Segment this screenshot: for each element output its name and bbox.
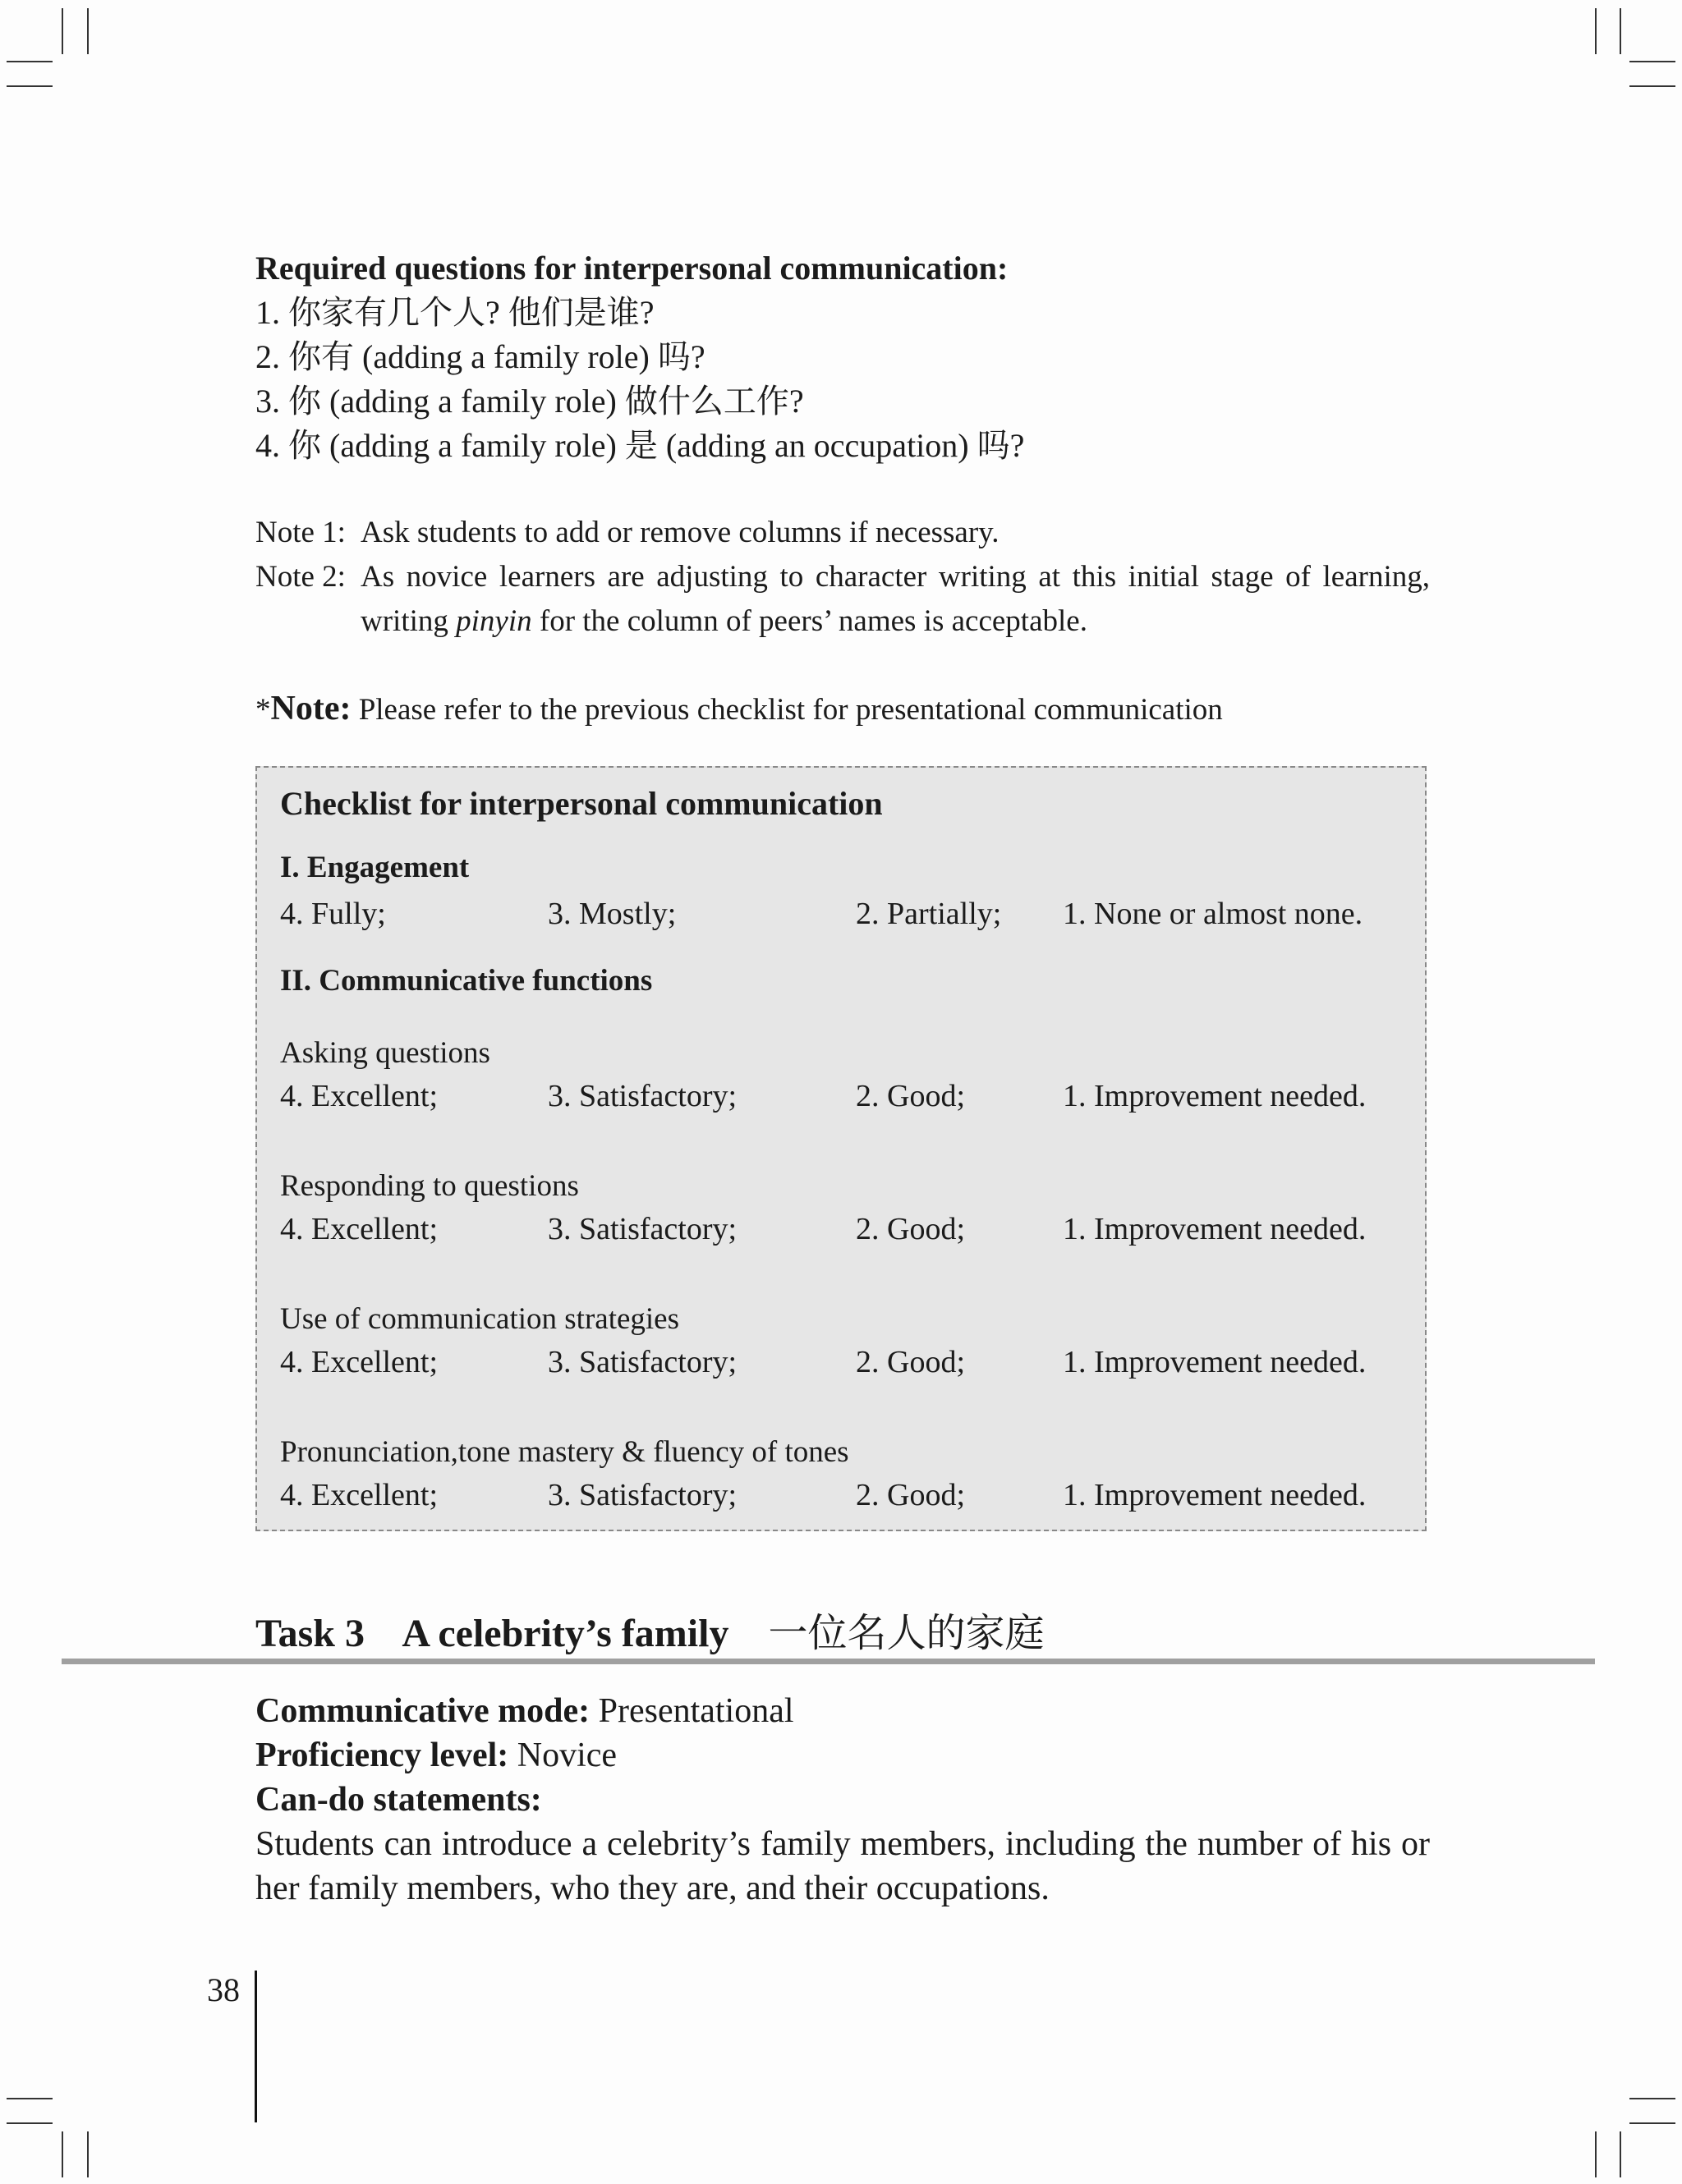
- crop-mark: [7, 61, 53, 62]
- crop-mark: [1620, 8, 1621, 54]
- pinyin-term: pinyin: [456, 604, 532, 638]
- rating-option: 2. Good;: [856, 1345, 965, 1379]
- engagement-heading: I. Engagement: [280, 851, 470, 884]
- crop-mark: [7, 85, 53, 87]
- note-label: Note 1:: [255, 516, 346, 549]
- crop-mark: [87, 8, 89, 54]
- rating-option: 3. Satisfactory;: [548, 1478, 738, 1512]
- crop-mark: [1595, 8, 1597, 54]
- function-label: Pronunciation,tone mastery & fluency of tones: [280, 1435, 849, 1469]
- rating-option: 4. Excellent;: [280, 1478, 439, 1512]
- function-options: [280, 1344, 1413, 1387]
- crop-mark: [1629, 85, 1675, 87]
- rating-option: 2. Good;: [856, 1079, 965, 1113]
- crop-mark: [1629, 2098, 1675, 2099]
- rating-option: 4. Fully;: [280, 897, 386, 931]
- note-text: Ask students to add or remove columns if necessary.: [361, 516, 1000, 549]
- crop-mark: [1629, 61, 1675, 62]
- crop-mark: [1595, 2131, 1597, 2177]
- note-label: Note 2:: [255, 560, 346, 594]
- reference-note: *Note: Please refer to the previous checklist for presentational communication: [255, 690, 1223, 727]
- checklist-box: [255, 766, 1427, 1531]
- question-item: 4. 你 (adding a family role) 是 (adding an occupation) 吗?: [255, 427, 1025, 464]
- rating-option: 4. Excellent;: [280, 1345, 439, 1379]
- note-2: [255, 555, 1430, 644]
- crop-mark: [62, 2131, 63, 2177]
- question-item: 3. 你 (adding a family role) 做什么工作?: [255, 383, 804, 420]
- question-item: 1. 你家有几个人? 他们是谁?: [255, 294, 655, 331]
- rating-option: 1. Improvement needed.: [1063, 1079, 1367, 1113]
- questions-heading: Required questions for interpersonal communication:: [255, 250, 1009, 287]
- rating-option: 4. Excellent;: [280, 1212, 439, 1246]
- task-title: [255, 1601, 1044, 1658]
- mode-value: Presentational: [590, 1692, 794, 1730]
- level-value: Novice: [508, 1737, 618, 1774]
- rating-option: 3. Satisfactory;: [548, 1079, 738, 1113]
- function-label: Use of communication strategies: [280, 1302, 680, 1336]
- function-options: [280, 1078, 1413, 1121]
- function-label: Asking questions: [280, 1036, 490, 1070]
- note-1: [255, 511, 1430, 555]
- mode-line: [255, 1689, 1430, 1733]
- cando-label: Can-do statements:: [255, 1781, 542, 1819]
- task-title-zh: 一位名人的家庭: [768, 1612, 1045, 1655]
- rating-option: 1. Improvement needed.: [1063, 1212, 1367, 1246]
- crop-mark: [62, 8, 63, 54]
- page-number: 38: [207, 1971, 240, 2008]
- page-number-rule: [255, 1971, 257, 2122]
- engagement-options: [280, 896, 1413, 938]
- rating-option: 1. Improvement needed.: [1063, 1478, 1367, 1512]
- crop-mark: [1620, 2131, 1621, 2177]
- rating-option: 1. Improvement needed.: [1063, 1345, 1367, 1379]
- task-info: [255, 1689, 1430, 1911]
- mode-label: Communicative mode:: [255, 1692, 591, 1730]
- function-options: [280, 1477, 1413, 1520]
- level-line: [255, 1733, 1430, 1778]
- rating-option: 3. Satisfactory;: [548, 1212, 738, 1246]
- crop-mark: [7, 2098, 53, 2099]
- rating-option: 3. Satisfactory;: [548, 1345, 738, 1379]
- function-label: Responding to questions: [280, 1169, 579, 1203]
- rating-option: 3. Mostly;: [548, 897, 677, 931]
- crop-mark: [7, 2122, 53, 2124]
- questions-section: [255, 246, 1430, 732]
- rating-option: 2. Good;: [856, 1478, 965, 1512]
- note-text: As novice learners are adjusting to character writing at this initial stage of learning, writing pinyin for the column of peers’ names is acceptable.: [361, 560, 1430, 638]
- rating-option: 2. Good;: [856, 1212, 965, 1246]
- reference-note-lead: Note:: [270, 690, 352, 727]
- crop-mark: [1629, 2122, 1675, 2124]
- checklist-title: Checklist for interpersonal communication: [280, 785, 883, 822]
- function-options: [280, 1211, 1413, 1254]
- level-label: Proficiency level:: [255, 1737, 509, 1774]
- rating-option: 4. Excellent;: [280, 1079, 439, 1113]
- question-item: 2. 你有 (adding a family role) 吗?: [255, 338, 705, 375]
- section-divider: [62, 1659, 1595, 1664]
- rating-option: 1. None or almost none.: [1063, 897, 1363, 931]
- task-title-en: Task 3 A celebrity’s family: [255, 1612, 729, 1655]
- rating-option: 2. Partially;: [856, 897, 1002, 931]
- cando-text: Students can introduce a celebrity’s family members, including the number of his or her family members, who they are, and their occupations.: [255, 1825, 1430, 1907]
- functions-heading: II. Communicative functions: [280, 964, 653, 998]
- crop-mark: [87, 2131, 89, 2177]
